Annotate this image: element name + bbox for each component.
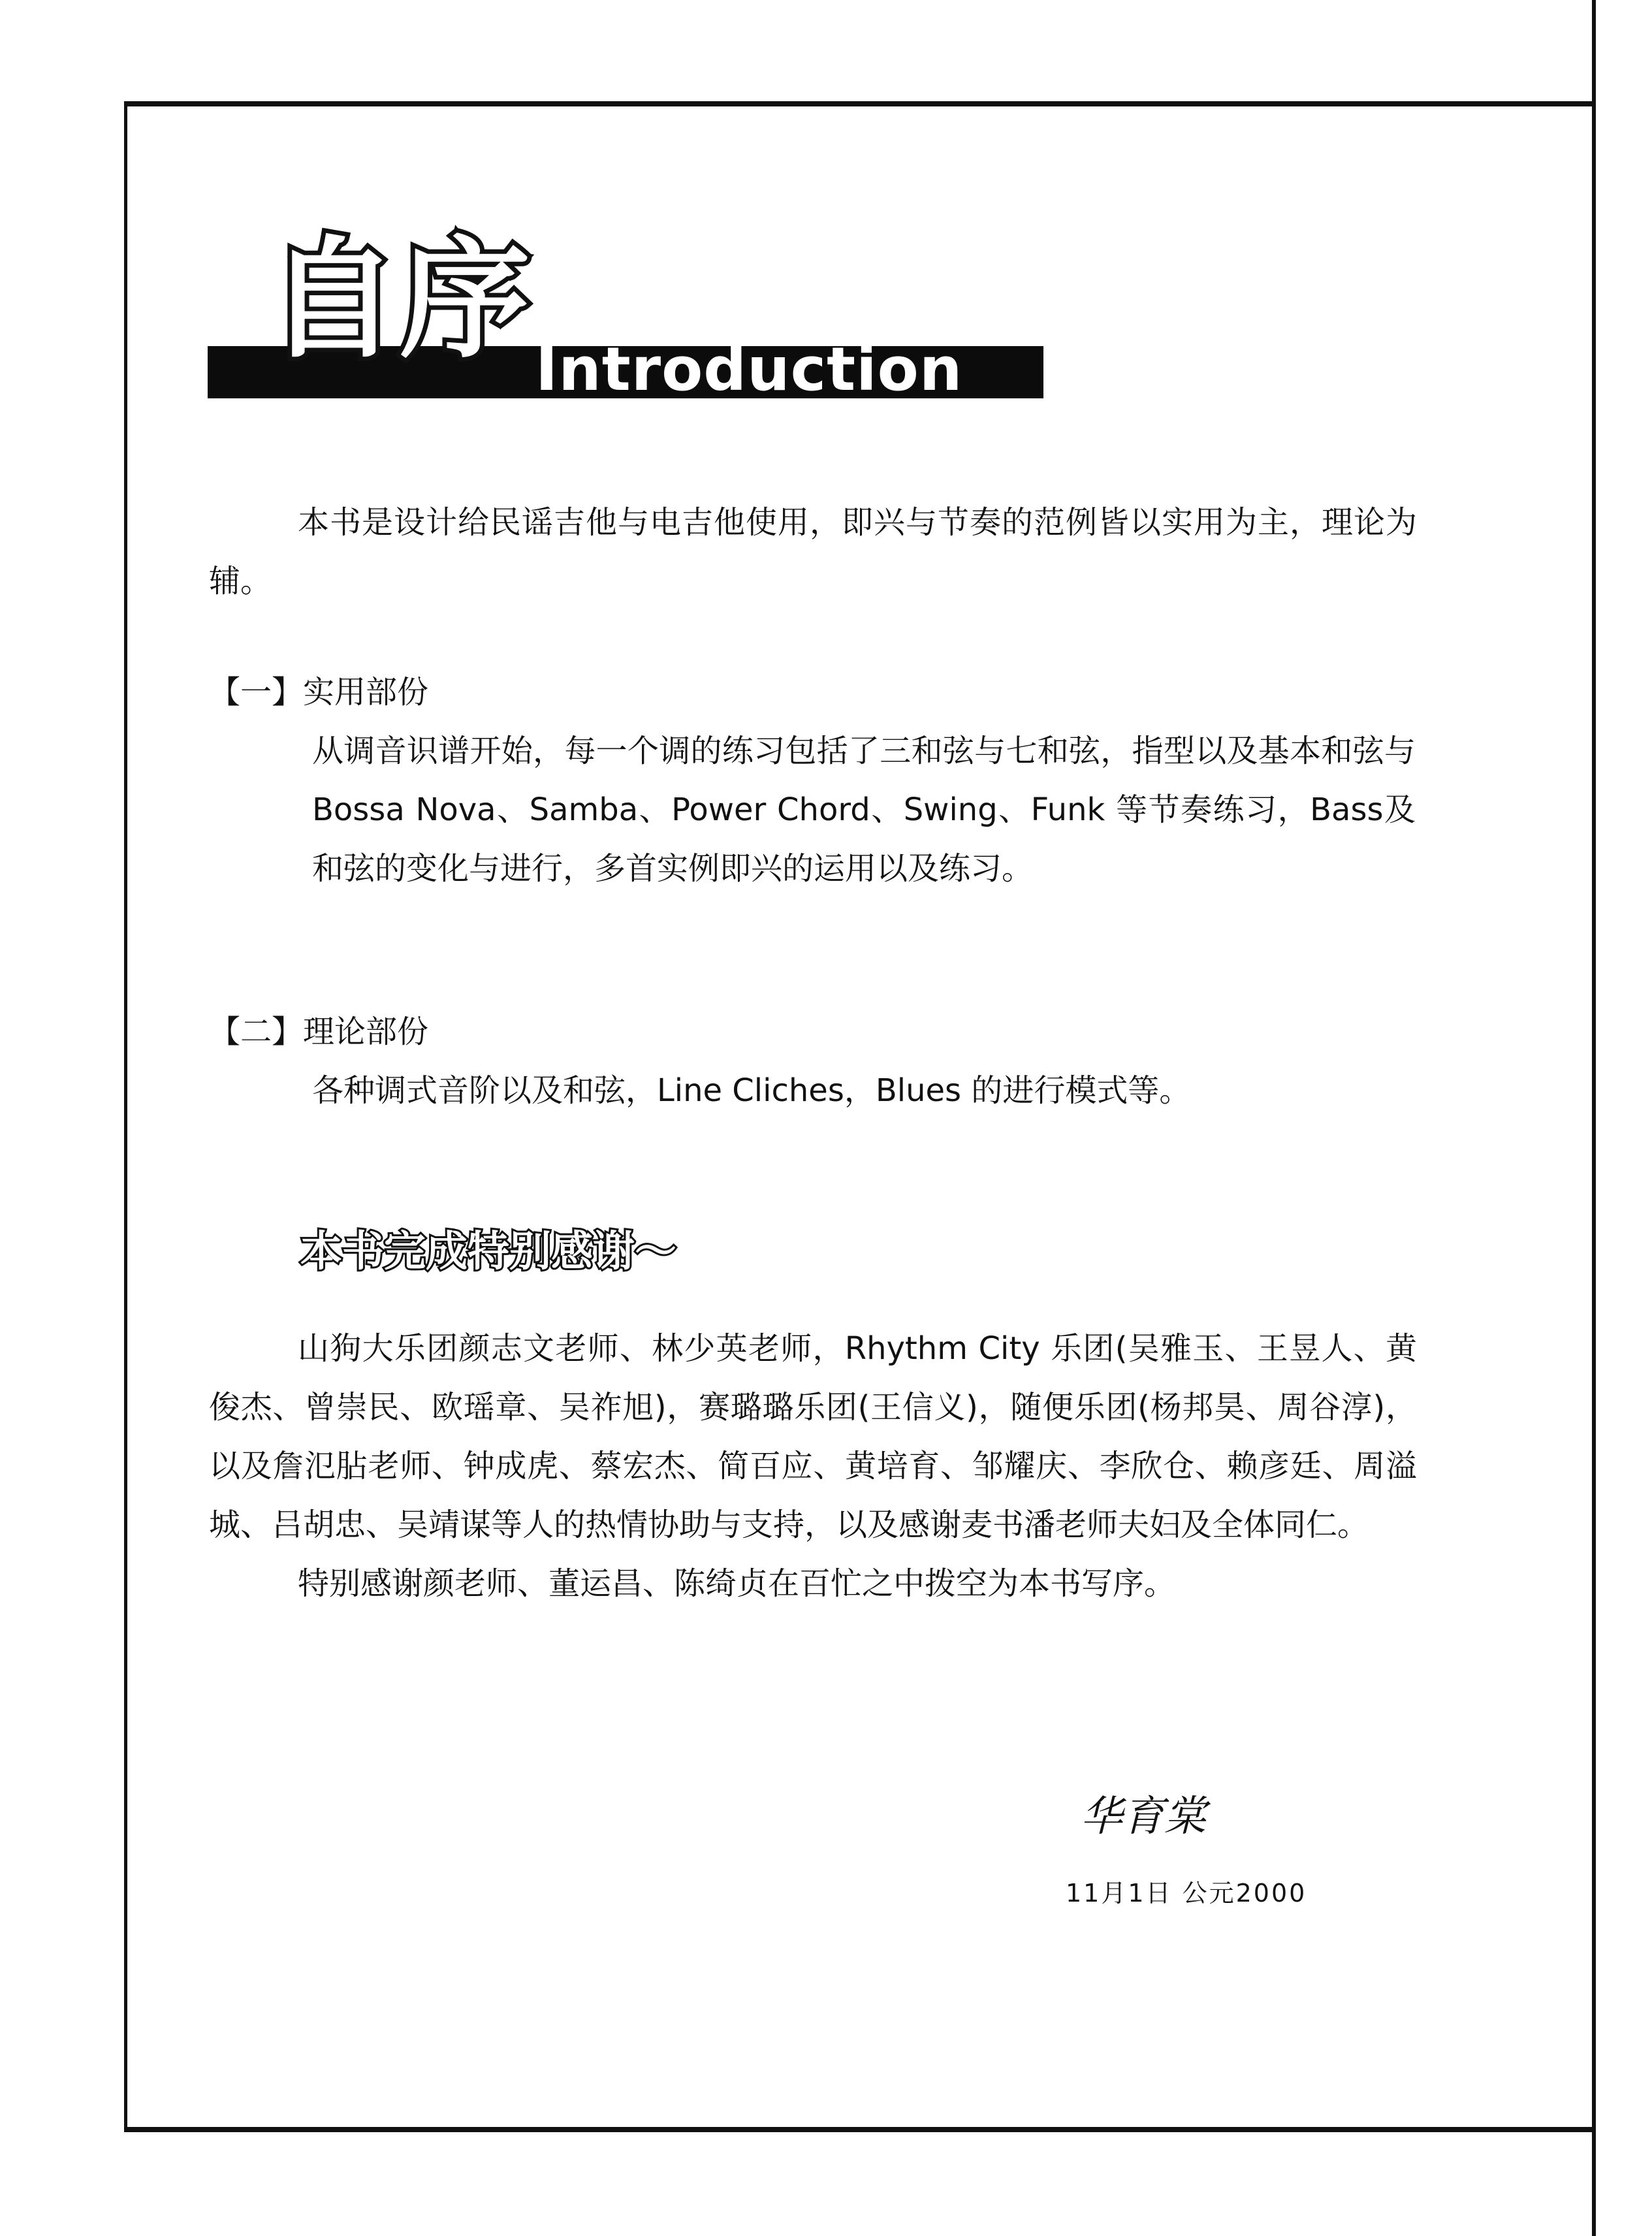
intro-paragraph: 本书是设计给民谣吉他与电吉他使用，即兴与节奏的范例皆以实用为主，理论为辅。 (209, 504, 1417, 599)
section-body-theory: 各种调式音阶以及和弦，Line Cliches，Blues 的进行模式等。 (312, 1072, 1191, 1109)
thanks-special-paragraph: 特别感谢颜老师、董运昌、陈绮贞在百忙之中拨空为本书写序。 (298, 1565, 1176, 1602)
section-heading-theory: 【二】理论部份 (209, 1014, 429, 1050)
thanks-section (209, 1319, 1417, 1613)
header-title-cn: 自序 (268, 224, 532, 376)
signature-date: 11月1日 公元2000 (1066, 1879, 1307, 1908)
section-body-practical: 从调音识谱开始，每一个调的练习包括了三和弦与七和弦，指型以及基本和弦与 Bossa Nova、Samba、Power Chord、Swing、Funk 等节奏练习，Bass及和弦的变化与进行，多首实例即兴的运用以及练习。 (312, 733, 1416, 887)
author-signature: 华育棠 (1081, 1793, 1206, 1841)
header-banner (208, 224, 1056, 405)
intro-section (209, 493, 1417, 611)
thanks-title: 本书完成特别感谢～ (300, 1228, 676, 1276)
thanks-paragraph: 山狗大乐团颜志文老师、林少英老师，Rhythm City 乐团(吴雅玉、王昱人、黄俊杰、曾崇民、欧瑶章、吴祚旭)，赛璐璐乐团(王信义)，随便乐团(杨邦昊、周谷淳)，以及詹氾胋老师、钟成虎、蔡宏杰、简百应、黄培育、邹耀庆、李欣仓、赖彦廷、周溢城、吕胡忠、吴靖谋等人的热情协助与支持，以及感谢麦书潘老师夫妇及全体同仁。 (209, 1330, 1417, 1543)
header-title-en: Introduction (535, 334, 963, 404)
section-heading-practical: 【一】实用部份 (209, 674, 429, 711)
